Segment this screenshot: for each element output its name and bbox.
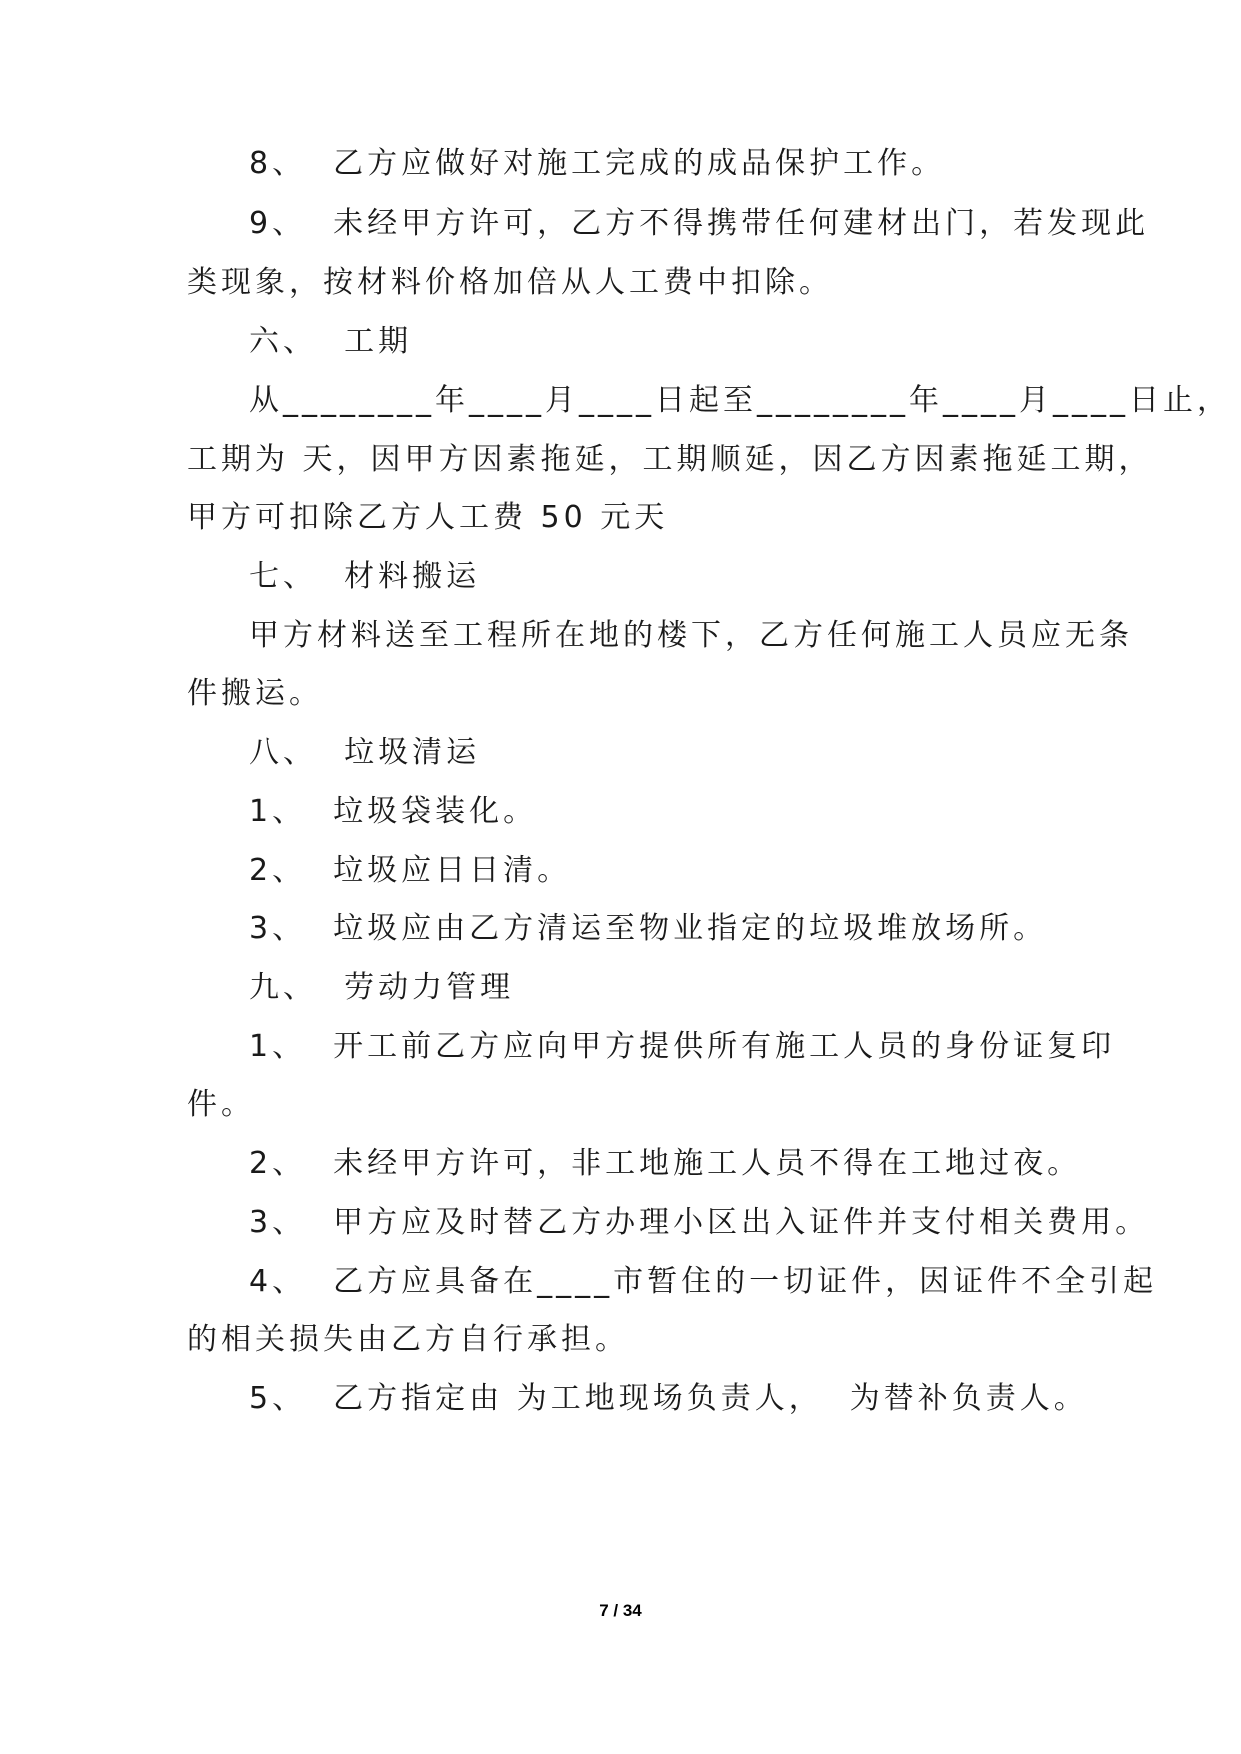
labor-item-1-line-1: 1、 开工前乙方应向甲方提供所有施工人员的身份证复印 xyxy=(249,1029,1116,1064)
labor-item-1-line-2: 件。 xyxy=(187,1087,255,1122)
labor-item-4-line-2: 的相关损失由乙方自行承担。 xyxy=(187,1322,629,1357)
material-line-2: 件搬运。 xyxy=(187,676,323,711)
schedule-line-1: 从________年____月____日起至________年____月____日止， xyxy=(249,383,1231,418)
clause-8-line: 8、 乙方应做好对施工完成的成品保护工作。 xyxy=(249,146,946,181)
section-7-heading: 七、 材料搬运 xyxy=(249,559,481,594)
section-8-heading: 八、 垃圾清运 xyxy=(249,735,481,770)
clause-9-line-1: 9、 未经甲方许可，乙方不得携带任何建材出门，若发现此 xyxy=(249,206,1150,241)
waste-item-3: 3、 垃圾应由乙方清运至物业指定的垃圾堆放场所。 xyxy=(249,911,1048,946)
clause-9-line-2: 类现象，按材料价格加倍从人工费中扣除。 xyxy=(187,265,833,300)
waste-item-2: 2、 垃圾应日日清。 xyxy=(249,853,572,888)
labor-item-3: 3、 甲方应及时替乙方办理小区出入证件并支付相关费用。 xyxy=(249,1205,1150,1240)
page-number: 7 / 34 xyxy=(599,1601,642,1620)
material-line-1: 甲方材料送至工程所在地的楼下，乙方任何施工人员应无条 xyxy=(249,618,1133,653)
labor-item-2: 2、 未经甲方许可，非工地施工人员不得在工地过夜。 xyxy=(249,1146,1082,1181)
schedule-line-3: 甲方可扣除乙方人工费 50 元天 xyxy=(187,500,669,535)
schedule-line-2: 工期为 天，因甲方因素拖延，工期顺延，因乙方因素拖延工期， xyxy=(187,442,1153,477)
labor-item-4-line-1: 4、 乙方应具备在____市暂住的一切证件，因证件不全引起 xyxy=(249,1264,1158,1299)
labor-item-5: 5、 乙方指定由 为工地现场负责人， 为替补负责人。 xyxy=(249,1381,1088,1416)
section-9-heading: 九、 劳动力管理 xyxy=(249,970,515,1005)
waste-item-1: 1、 垃圾袋装化。 xyxy=(249,794,538,829)
section-6-heading: 六、 工期 xyxy=(249,324,413,359)
